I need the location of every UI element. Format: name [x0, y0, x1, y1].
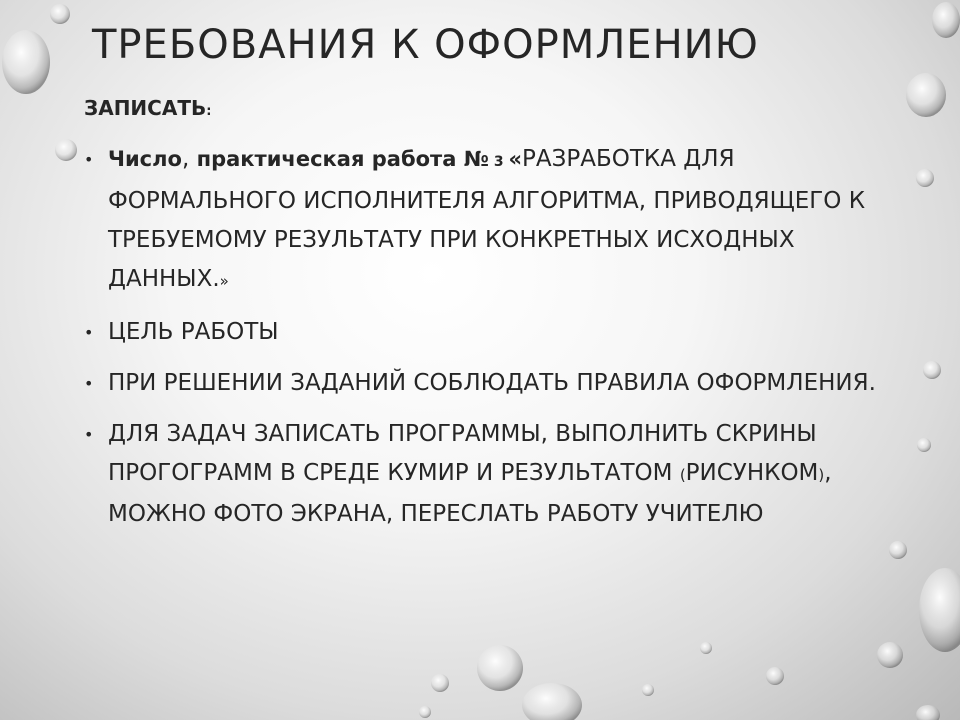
bullet-bold-date: Число — [108, 147, 182, 171]
bullet-work-title: РАЗРАБОТКА ДЛЯ ФОРМАЛЬНОГО ИСПОЛНИТЕЛЯ АЛГОРИТМА, ПРИВОДЯЩЕГО К ТРЕБУЕМОМУ РЕЗУЛЬТАТУ ПРИ КОНКРЕТНЫХ ИСХОДНЫХ ДАННЫХ. — [108, 146, 866, 292]
bullet-icon: • — [84, 425, 94, 444]
drops-bottom — [419, 642, 712, 720]
bullet-bold-work: практическая работа № — [189, 147, 489, 171]
subheading-zapisat — [84, 96, 211, 120]
bullet-work-number: 3 — [488, 154, 509, 170]
bullet-list — [84, 140, 884, 546]
slide-title: ТРЕБОВАНИЯ К ОФОРМЛЕНИЮ — [92, 22, 759, 68]
bullet-paren-open: ( — [679, 466, 686, 484]
bullet-quote-close: » — [219, 272, 229, 290]
bullet-item-goal — [84, 313, 884, 352]
bullet-icon: • — [84, 374, 94, 393]
bullet-item-programs — [84, 415, 884, 534]
drops-left — [2, 4, 77, 161]
subheading-colon: : — [206, 104, 212, 119]
bullet-comma: , — [181, 146, 190, 172]
bullet-quote-open: « — [508, 147, 523, 171]
bullet-programs-before: ДЛЯ ЗАДАЧ ЗАПИСАТЬ ПРОГРАММЫ, ВЫПОЛНИТЬ СКРИНЫ ПРОГОГРАММ В СРЕДЕ КУМИР И РЕЗУЛЬТАТОМ — [108, 421, 817, 486]
bullet-icon: • — [84, 323, 94, 342]
bullet-paren-close: ) — [818, 466, 825, 484]
bullet-item-practical-work — [84, 140, 884, 301]
bullet-goal-text: ЦЕЛЬ РАБОТЫ — [108, 319, 279, 345]
bullet-programs-after: , МОЖНО ФОТО ЭКРАНА, ПЕРЕСЛАТЬ РАБОТУ УЧИТЕЛЮ — [108, 460, 832, 527]
bullet-item-rules — [84, 364, 884, 403]
bullet-rules-text: ПРИ РЕШЕНИИ ЗАДАНИЙ СОБЛЮДАТЬ ПРАВИЛА ОФОРМЛЕНИЯ. — [108, 370, 876, 396]
bullet-programs-middle: РИСУНКОМ — [685, 460, 819, 486]
subheading-label: ЗАПИСАТЬ — [84, 96, 207, 120]
bullet-icon: • — [84, 150, 94, 169]
